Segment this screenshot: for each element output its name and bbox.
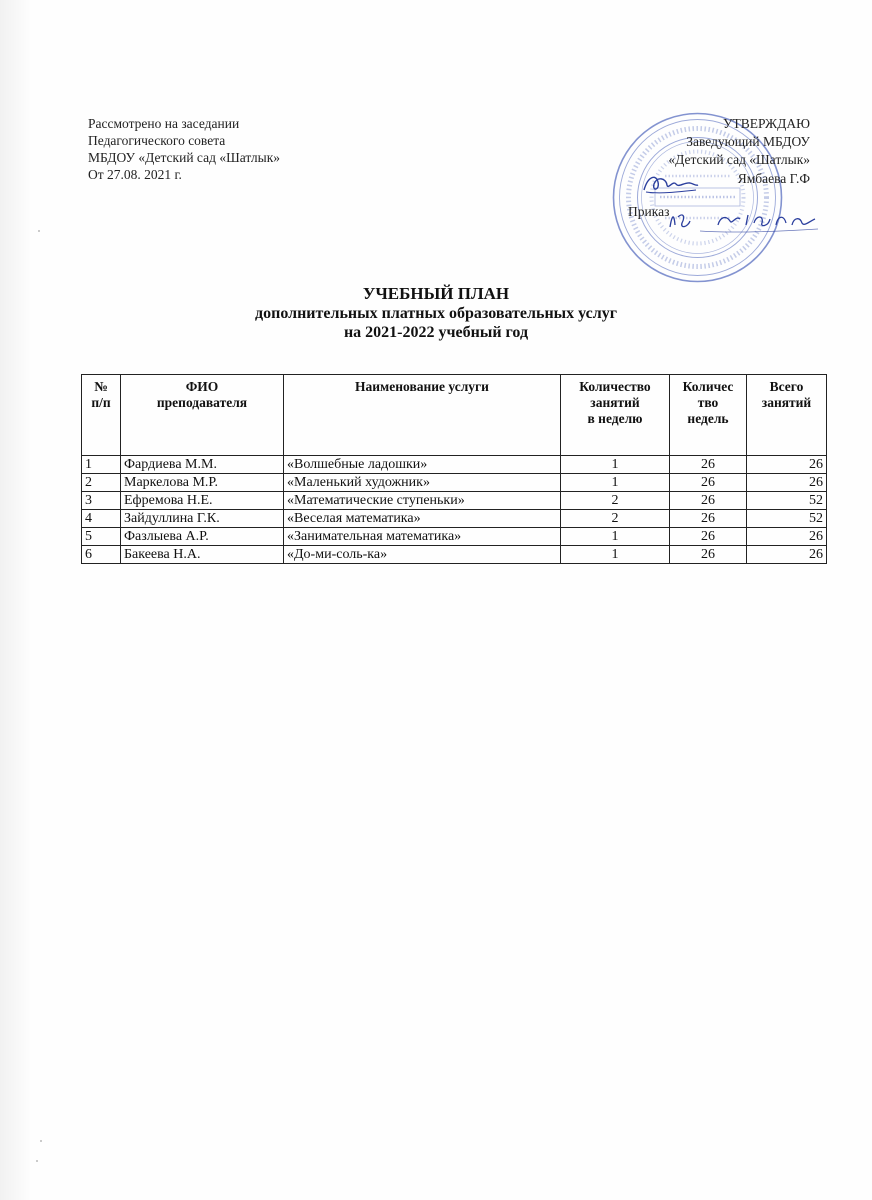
approval-signer: Ямбаева Г.Ф [737, 171, 810, 186]
header-per-week-line-1: Количество [579, 379, 651, 394]
table-row [82, 546, 827, 564]
row-service: «Математические ступеньки» [284, 492, 561, 510]
row-per-week: 1 [561, 456, 670, 474]
row-teacher: Фардиева М.М. [121, 456, 284, 474]
curriculum-table [81, 374, 827, 564]
scan-speck [40, 1140, 42, 1142]
row-per-week: 2 [561, 492, 670, 510]
row-total: 52 [747, 492, 827, 510]
row-weeks: 26 [670, 510, 747, 528]
header-weeks-line-2: тво [697, 395, 719, 410]
row-service: «Волшебные ладошки» [284, 456, 561, 474]
row-total: 26 [747, 474, 827, 492]
table-row [82, 528, 827, 546]
header-number [82, 375, 121, 456]
header-weeks [670, 375, 747, 456]
header-teacher-line-1: ФИО [185, 379, 219, 394]
approval-position: Заведующий МБДОУ [686, 134, 810, 149]
row-teacher: Зайдуллина Г.К. [121, 510, 284, 528]
row-service: «Веселая математика» [284, 510, 561, 528]
title-subtitle: дополнительных платных образовательных услуг [255, 305, 617, 322]
table-row [82, 492, 827, 510]
row-per-week: 2 [561, 510, 670, 528]
row-service: «Маленький художник» [284, 474, 561, 492]
row-teacher: Фазлыева А.Р. [121, 528, 284, 546]
table-row [82, 474, 827, 492]
review-note-line-1: Рассмотрено на заседании [88, 116, 240, 131]
header-per-week-line-2: занятий [590, 395, 640, 410]
row-per-week: 1 [561, 474, 670, 492]
row-teacher: Бакеева Н.А. [121, 546, 284, 564]
header-number-line-1: № [94, 379, 108, 394]
review-note-line-2: Педагогического совета [88, 133, 226, 148]
header-service: Наименование услуги [284, 375, 561, 456]
header-number-line-2: п/п [91, 395, 111, 410]
approval-title: УТВЕРЖДАЮ [722, 116, 810, 131]
header-teacher [121, 375, 284, 456]
title-main: УЧЕБНЫЙ ПЛАН [362, 284, 510, 303]
row-number: 6 [82, 546, 121, 564]
document-title [0, 284, 872, 342]
table-row [82, 456, 827, 474]
row-number: 3 [82, 492, 121, 510]
row-weeks: 26 [670, 474, 747, 492]
scan-edge-shadow [0, 0, 30, 1200]
review-note [88, 115, 280, 183]
row-total: 52 [747, 510, 827, 528]
row-number: 2 [82, 474, 121, 492]
row-number: 4 [82, 510, 121, 528]
row-weeks: 26 [670, 456, 747, 474]
approval-order: Приказ [628, 204, 670, 219]
row-service: «Занимательная математика» [284, 528, 561, 546]
row-per-week: 1 [561, 546, 670, 564]
header-total-line-1: Всего [769, 379, 804, 394]
row-per-week: 1 [561, 528, 670, 546]
row-service: «До-ми-соль-ка» [284, 546, 561, 564]
row-number: 5 [82, 528, 121, 546]
header-total-line-2: занятий [761, 395, 812, 410]
row-total: 26 [747, 528, 827, 546]
scan-speck [36, 1160, 38, 1162]
review-note-line-3: МБДОУ «Детский сад «Шатлык» [88, 150, 281, 165]
row-total: 26 [747, 456, 827, 474]
header-total [747, 375, 827, 456]
row-weeks: 26 [670, 528, 747, 546]
title-year: на 2021-2022 учебный год [343, 324, 529, 341]
row-total: 26 [747, 546, 827, 564]
header-per-week-line-3: в неделю [587, 411, 643, 426]
header-weeks-line-1: Количес [682, 379, 734, 394]
scan-speck [38, 230, 40, 232]
header-teacher-line-2: преподавателя [156, 395, 248, 410]
row-weeks: 26 [670, 546, 747, 564]
row-number: 1 [82, 456, 121, 474]
row-teacher: Маркелова М.Р. [121, 474, 284, 492]
table-row [82, 510, 827, 528]
row-teacher: Ефремова Н.Е. [121, 492, 284, 510]
table-header-row [82, 375, 827, 456]
header-per-week [561, 375, 670, 456]
review-note-date: От 27.08. 2021 г. [88, 167, 182, 182]
row-weeks: 26 [670, 492, 747, 510]
approval-block [620, 115, 810, 221]
header-weeks-line-3: недель [687, 411, 729, 426]
approval-organization: «Детский сад «Шатлык» [668, 152, 810, 167]
